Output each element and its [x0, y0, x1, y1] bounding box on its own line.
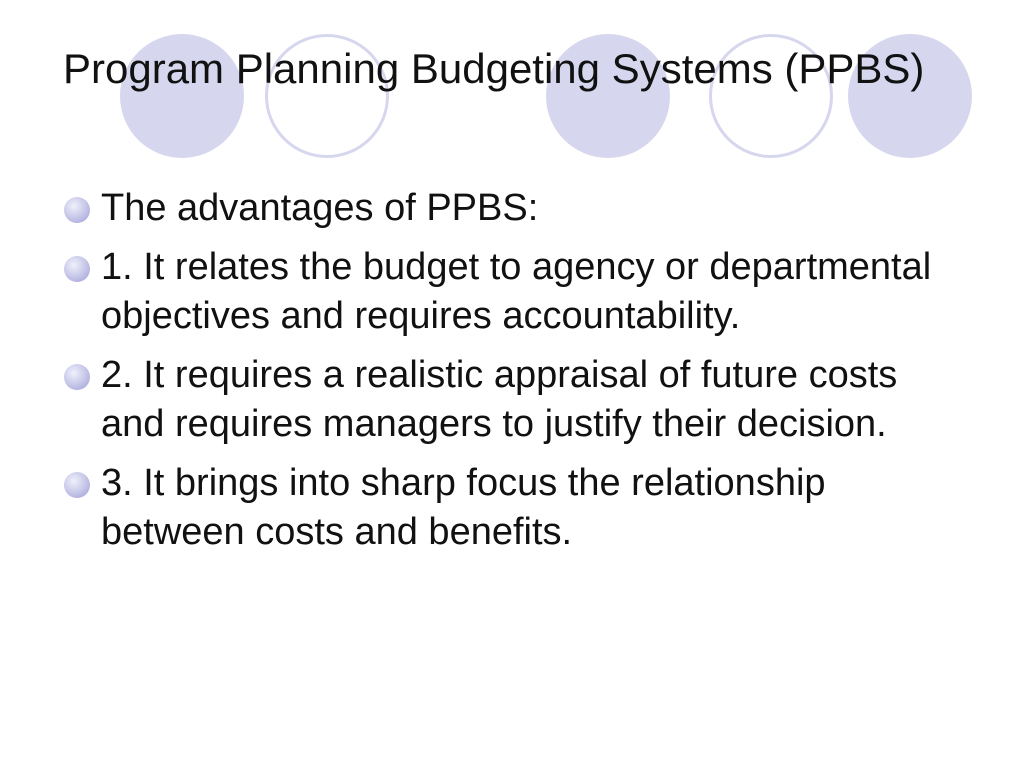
- bullet-circle-icon: [64, 256, 90, 282]
- bullet-circle-icon: [64, 197, 90, 223]
- bullet-circle-icon: [64, 472, 90, 498]
- bullet-text: The advantages of PPBS:: [101, 187, 539, 229]
- bullet-list: [64, 184, 964, 567]
- bullet-text: 1. It relates the budget to agency or departmental objectives and requires accountability.: [101, 246, 932, 337]
- bullet-text: 3. It brings into sharp focus the relationship between costs and benefits.: [101, 462, 826, 553]
- bullet-item: [64, 184, 964, 233]
- bullet-text: 2. It requires a realistic appraisal of future costs and requires managers to justify their decision.: [101, 354, 898, 445]
- bullet-item: [64, 243, 964, 341]
- bullet-circle-icon: [64, 364, 90, 390]
- bullet-item: [64, 459, 964, 557]
- bullet-item: [64, 351, 964, 449]
- slide-title: Program Planning Budgeting Systems (PPBS): [63, 45, 925, 92]
